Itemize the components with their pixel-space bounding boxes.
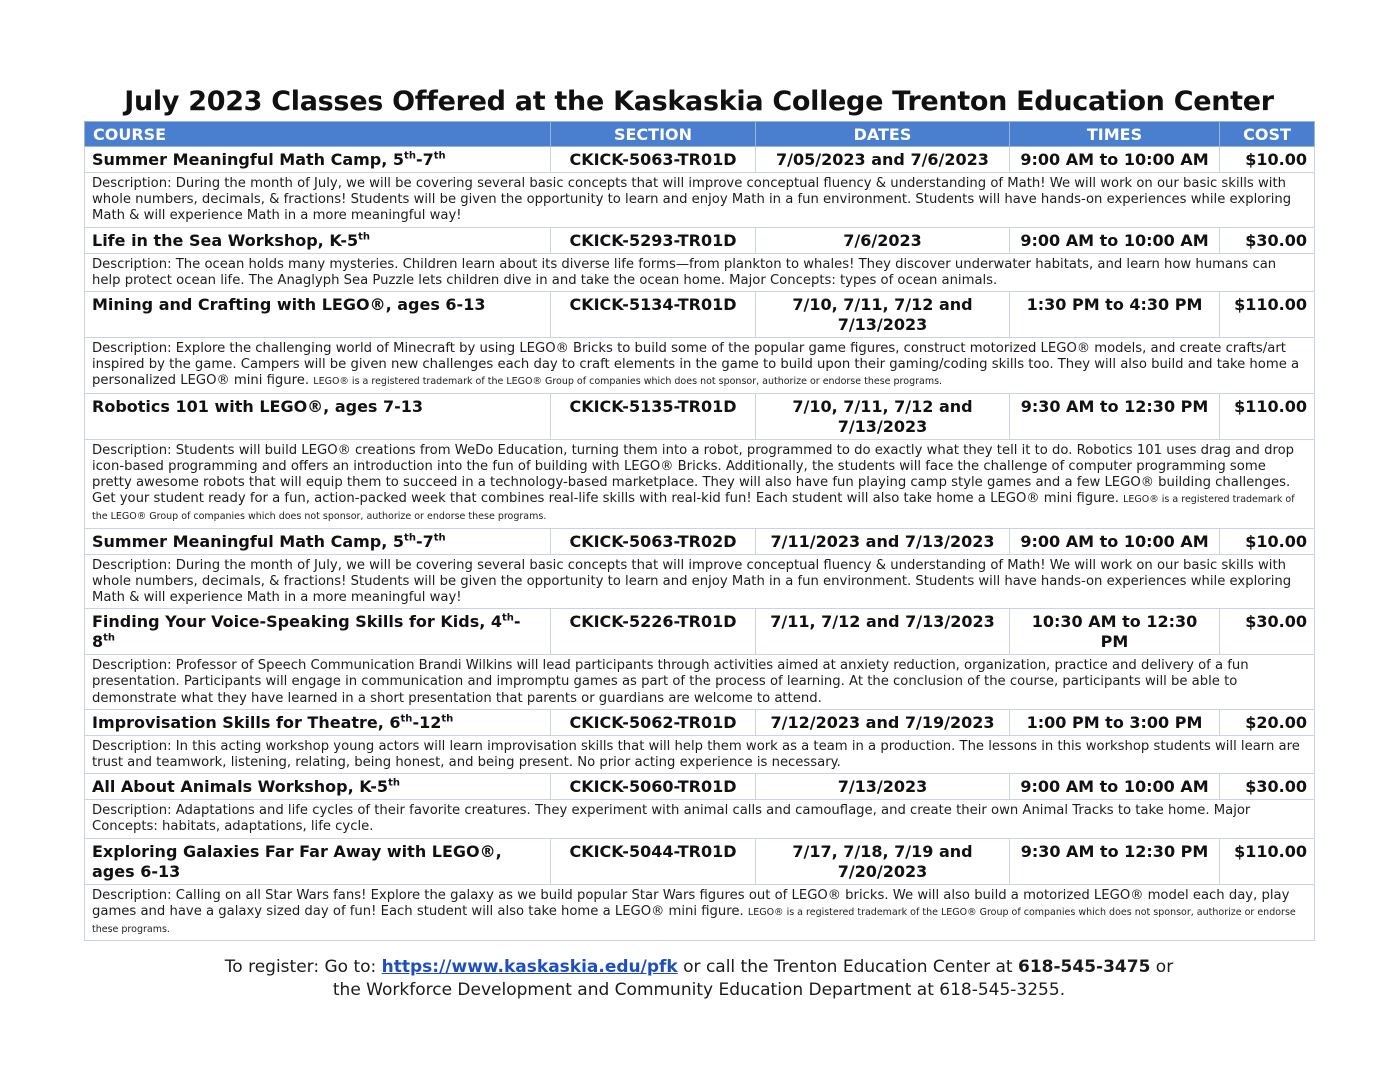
registration-footer [0, 956, 1398, 1002]
course-description-cell [85, 655, 1315, 710]
course-name-sup1: th [404, 532, 416, 544]
course-cost: $30.00 [1220, 774, 1315, 800]
course-dates: 7/12/2023 and 7/19/2023 [756, 709, 1010, 735]
course-cost: $20.00 [1220, 709, 1315, 735]
footer-line-2: the Workforce Development and Community Education Department at 618-545-3255. [332, 980, 1066, 1000]
trademark-notice: LEGO® is a registered trademark of the LEGO® Group of companies which does not sponsor, authorize or endorse these programs. [313, 376, 943, 388]
course-section: CKICK-5135-TR01D [551, 393, 756, 439]
header-course: COURSE [85, 122, 551, 147]
course-name-sup2: th [441, 713, 454, 725]
course-name [85, 528, 551, 554]
course-times: 9:00 AM to 10:00 AM [1010, 528, 1220, 554]
class-row [85, 609, 1315, 655]
course-cost: $110.00 [1220, 292, 1315, 338]
description-row [85, 655, 1315, 710]
course-description: Description: Professor of Speech Communication Brandi Wilkins will lead participants through activities aimed at anxiety reduction, organization, practice and delivery of a fun presentation. Participants will engage in communication and impromptu games as part of the process of learning. At the conclusion of the course, participants will be able to demonstrate what they have learned in a short presentation that parents or guardians are welcome to attend. [92, 658, 1249, 706]
course-name-name: Life in the Sea Workshop, K-5 [92, 230, 359, 250]
course-name-name: All About Animals Workshop, K-5 [92, 777, 389, 797]
course-name-mid: -7 [415, 531, 434, 551]
course-name [85, 774, 551, 800]
course-dates: 7/17, 7/18, 7/19 and 7/20/2023 [756, 838, 1010, 884]
course-times: 9:00 AM to 10:00 AM [1010, 227, 1220, 253]
course-dates: 7/10, 7/11, 7/12 and 7/13/2023 [756, 393, 1010, 439]
course-name-name: Improvisation Skills for Theatre, 6 [92, 712, 401, 732]
course-section: CKICK-5063-TR01D [551, 147, 756, 173]
course-cost: $10.00 [1220, 528, 1315, 554]
course-times: 9:30 AM to 12:30 PM [1010, 838, 1220, 884]
trademark-notice: LEGO® is a registered trademark of the LEGO® Group of companies which does not sponsor, authorize or endorse these programs. [92, 494, 1295, 523]
course-section: CKICK-5044-TR01D [551, 838, 756, 884]
header-cost: COST [1220, 122, 1315, 147]
course-description: Description: During the month of July, we will be covering several basic concepts that will improve conceptual fluency & understanding of Math! We will work on our basic skills with whole numbers, decimals, & fractions! Students will be given the opportunity to learn and enjoy Math in a fun environment. Students will have hands-on experiences while exploring Math & will experience Math in a more meaningful way! [92, 557, 1292, 606]
course-section: CKICK-5060-TR01D [551, 774, 756, 800]
course-name-name: Mining and Crafting with LEGO®, ages 6-13 [92, 295, 486, 315]
course-description-cell [85, 554, 1315, 609]
class-row [85, 838, 1315, 884]
description-row [85, 735, 1315, 773]
description-row [85, 439, 1315, 528]
course-times: 10:30 AM to 12:30 PM [1010, 609, 1220, 655]
class-row [85, 774, 1315, 800]
trenton-phone: 618-545-3475 [1018, 957, 1151, 977]
course-description: Description: Adaptations and life cycles of their favorite creatures. They experiment with animal calls and camouflage, and create their own Animal Tracks to take home. Major Concepts: habitats, adaptations, life cycle. [92, 803, 1251, 835]
course-dates: 7/05/2023 and 7/6/2023 [756, 147, 1010, 173]
course-description: Description: During the month of July, we will be covering several basic concepts that will improve conceptual fluency & understanding of Math! We will work on our basic skills with whole numbers, decimals, & fractions! Students will be given the opportunity to learn and enjoy Math in a fun environment. Students will have hands-on experiences while exploring Math & will experience Math in a more meaningful way! [92, 176, 1292, 224]
course-name-sup1: th [502, 612, 514, 624]
header-dates: DATES [756, 122, 1010, 147]
course-name-mid: -7 [415, 150, 434, 169]
course-name-name: Robotics 101 with LEGO®, ages 7-13 [92, 396, 424, 416]
course-name [85, 393, 551, 439]
course-name-sup2: th [433, 532, 446, 544]
course-name-sup1: th [400, 713, 413, 725]
course-dates: 7/10, 7/11, 7/12 and 7/13/2023 [756, 292, 1010, 338]
course-cost: $30.00 [1220, 227, 1315, 253]
class-row [85, 147, 1315, 173]
course-description: Description: Students will build LEGO® creations from WeDo Education, turning them into a robot, programmed to do exactly what they tell it to do. Robotics 101 uses drag and drop icon-based programming and offers an introduction into the fun of building with LEGO® Bricks. Additionally, the students will face the challenge of computer programming some pretty awesome robots that will equip them to succeed in a technology-based marketplace. They will also have fun playing camp style games and a few LEGO® building challenges. Get your student ready for a fun, action-packed week that combines real-life skills with real-kid fun! Each student will also take home a LEGO® mini figure. [92, 442, 1295, 507]
course-name-sup2: th [103, 632, 116, 644]
course-section: CKICK-5134-TR01D [551, 292, 756, 338]
course-cost: $30.00 [1220, 609, 1315, 655]
course-name [85, 709, 551, 735]
course-name-name: Summer Meaningful Math Camp, 5 [92, 531, 405, 551]
course-name [85, 147, 551, 173]
description-row [85, 884, 1315, 941]
course-name [85, 292, 551, 338]
course-times: 9:30 AM to 12:30 PM [1010, 393, 1220, 439]
course-dates: 7/11, 7/12 and 7/13/2023 [756, 609, 1010, 655]
course-description: Description: The ocean holds many mysteries. Children learn about its diverse life forms—from plankton to whales! They discover underwater habitats, and learn how humans can help protect ocean life. The Anaglyph Sea Puzzle lets children dive in and take the ocean home. Major Concepts: types of ocean animals. [92, 256, 1277, 288]
course-dates: 7/13/2023 [756, 774, 1010, 800]
course-description-cell [85, 800, 1315, 838]
course-name [85, 609, 551, 655]
course-description: Description: Calling on all Star Wars fans! Explore the galaxy as we build popular Star Wars figures out of LEGO® bricks. We will also build a motorized LEGO® model each day, play games and have a galaxy sized day of fun! Each student will also take home a LEGO® mini figure. [92, 887, 1290, 919]
course-times: 1:30 PM to 4:30 PM [1010, 292, 1220, 338]
class-row [85, 393, 1315, 439]
course-name-sup1: th [388, 777, 400, 789]
footer-suffix: or [1150, 957, 1174, 977]
class-row [85, 709, 1315, 735]
table-header-row [85, 122, 1315, 147]
course-description-cell [85, 173, 1315, 228]
course-name [85, 838, 551, 884]
class-row [85, 528, 1315, 554]
class-row [85, 292, 1315, 338]
course-name-sup2: th [433, 150, 446, 162]
course-cost: $10.00 [1220, 147, 1315, 173]
class-schedule-table [84, 121, 1315, 941]
header-section: SECTION [551, 122, 756, 147]
description-row [85, 554, 1315, 609]
course-section: CKICK-5293-TR01D [551, 227, 756, 253]
description-row [85, 173, 1315, 228]
course-dates: 7/6/2023 [756, 227, 1010, 253]
course-name [85, 227, 551, 253]
course-section: CKICK-5063-TR02D [551, 528, 756, 554]
course-description: Description: In this acting workshop young actors will learn improvisation skills that will help them work as a team in a production. The lessons in this workshop students will learn are trust and teamwork, listening, relating, being honest, and being present. No prior acting experience is necessary. [92, 738, 1300, 771]
page-title: July 2023 Classes Offered at the Kaskaskia College Trenton Education Center [124, 86, 1274, 117]
course-cost: $110.00 [1220, 393, 1315, 439]
course-description-cell [85, 884, 1315, 941]
course-description-cell [85, 735, 1315, 773]
class-row [85, 227, 1315, 253]
description-row [85, 253, 1315, 291]
table-body [85, 147, 1315, 941]
header-times: TIMES [1010, 122, 1220, 147]
footer-line-1 [0, 956, 1398, 979]
course-times: 1:00 PM to 3:00 PM [1010, 709, 1220, 735]
course-description: Description: Explore the challenging world of Minecraft by using LEGO® Bricks to build some of the popular game figures, construct motorized LEGO® models, and create crafts/art inspired by the game. Campers will be given new challenges each day to craft elements in the game to build upon their gaming/coding skills too. They will also build and take home a personalized LEGO® mini figure. [92, 341, 1300, 389]
course-name-name: Finding Your Voice-Speaking Skills for Kids, 4 [92, 612, 503, 632]
course-section: CKICK-5062-TR01D [551, 709, 756, 735]
course-description-cell [85, 439, 1315, 528]
course-description-cell [85, 338, 1315, 394]
course-name-sup1: th [358, 231, 371, 243]
course-name-name: Exploring Galaxies Far Far Away with LEGO®, ages 6-13 [92, 841, 502, 881]
course-name-name: Summer Meaningful Math Camp, 5 [92, 150, 405, 169]
footer-mid: or call the Trenton Education Center at [677, 957, 1018, 977]
registration-link[interactable]: https://www.kaskaskia.edu/pfk [381, 957, 678, 977]
course-section: CKICK-5226-TR01D [551, 609, 756, 655]
course-name-sup1: th [404, 150, 416, 162]
course-name-mid: -12 [412, 712, 442, 732]
description-row [85, 800, 1315, 838]
trademark-notice: LEGO® is a registered trademark of the LEGO® Group of companies which does not sponsor, authorize or endorse these programs. [92, 906, 1296, 936]
course-cost: $110.00 [1220, 838, 1315, 884]
course-dates: 7/11/2023 and 7/13/2023 [756, 528, 1010, 554]
course-times: 9:00 AM to 10:00 AM [1010, 774, 1220, 800]
course-description-cell [85, 253, 1315, 291]
course-times: 9:00 AM to 10:00 AM [1010, 147, 1220, 173]
course-name-mid: -8 [92, 612, 521, 652]
description-row [85, 338, 1315, 394]
footer-prefix: To register: Go to: [224, 957, 382, 977]
